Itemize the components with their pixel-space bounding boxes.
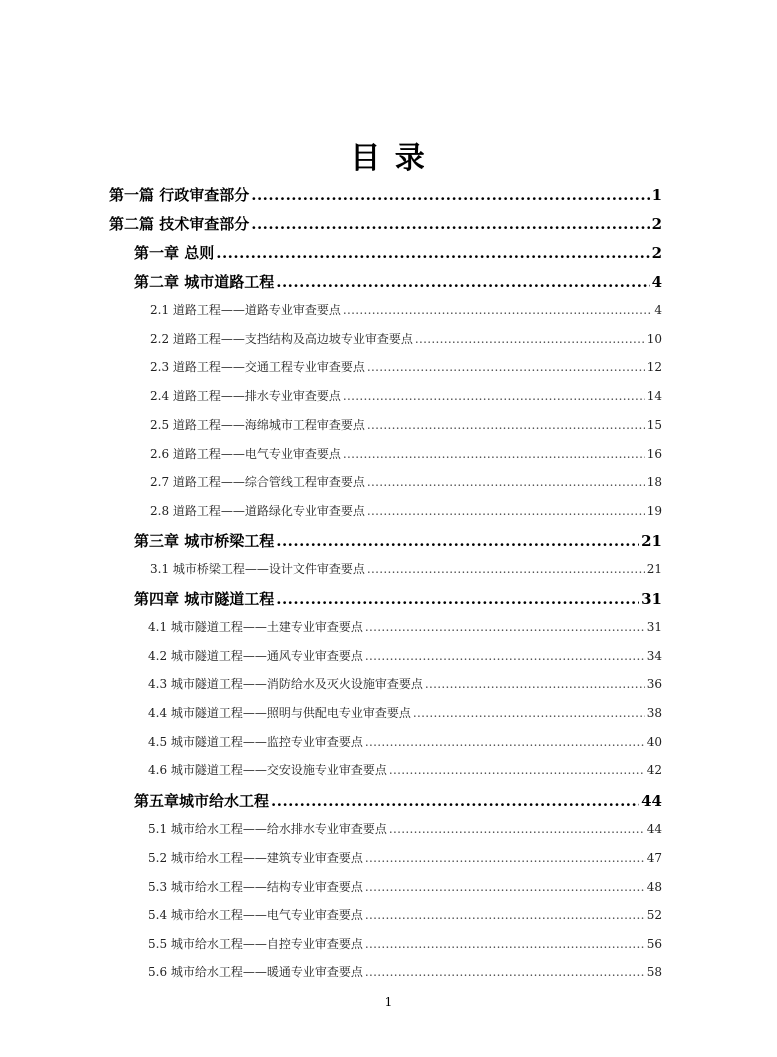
toc-dot-leader <box>365 735 645 749</box>
toc-dot-leader <box>251 186 649 204</box>
toc-page-number: 31 <box>641 590 662 608</box>
toc-dot-leader <box>367 562 645 576</box>
toc-dot-leader <box>365 620 645 634</box>
toc-dot-leader <box>343 389 645 403</box>
toc-entry[interactable] <box>150 445 662 462</box>
toc-entry-label: 2.4 道路工程——排水专业审查要点 <box>150 389 341 403</box>
toc-entry-label: 5.6 城市给水工程——暖通专业审查要点 <box>148 965 363 979</box>
toc-page-number: 52 <box>646 908 662 922</box>
toc-page-number: 56 <box>646 937 662 951</box>
toc-entry-label: 5.3 城市给水工程——结构专业审查要点 <box>148 880 363 894</box>
toc-dot-leader <box>216 244 649 262</box>
toc-dot-leader <box>365 937 645 951</box>
toc-entry[interactable] <box>148 849 662 866</box>
toc-entry[interactable] <box>134 271 662 292</box>
toc-entry-label: 第四章 城市隧道工程 <box>134 590 275 608</box>
toc-dot-leader <box>389 822 645 836</box>
toc-entry[interactable] <box>150 416 662 433</box>
toc-entry[interactable] <box>134 588 662 609</box>
toc-page-number: 34 <box>646 649 662 663</box>
toc-page-number: 18 <box>646 475 662 489</box>
toc-entry[interactable] <box>109 213 662 234</box>
toc-entry-label: 2.5 道路工程——海绵城市工程审查要点 <box>150 418 365 432</box>
toc-page-number: 4 <box>654 303 662 317</box>
toc-page-number: 15 <box>646 418 662 432</box>
toc-page-number: 2 <box>651 244 662 262</box>
toc-entry[interactable] <box>150 330 662 347</box>
toc-dot-leader <box>367 475 645 489</box>
toc-page-number: 31 <box>646 620 662 634</box>
toc-page-number: 38 <box>646 706 662 720</box>
toc-entry-label: 4.3 城市隧道工程——消防给水及灭火设施审查要点 <box>148 677 423 691</box>
toc-entry-label: 2.6 道路工程——电气专业审查要点 <box>150 447 341 461</box>
toc-dot-leader <box>367 504 645 518</box>
toc-entry-label: 第一章 总则 <box>134 244 215 262</box>
toc-dot-leader <box>365 649 645 663</box>
toc-entry[interactable] <box>148 878 662 895</box>
toc-entry-label: 5.4 城市给水工程——电气专业审查要点 <box>148 908 363 922</box>
toc-entry-label: 4.6 城市隧道工程——交安设施专业审查要点 <box>148 763 387 777</box>
toc-entry[interactable] <box>148 704 662 721</box>
toc-entry[interactable] <box>134 242 662 263</box>
toc-dot-leader <box>365 908 645 922</box>
toc-dot-leader <box>425 677 645 691</box>
toc-entry-label: 3.1 城市桥梁工程——设计文件审查要点 <box>150 562 365 576</box>
toc-page-number: 10 <box>646 332 662 346</box>
toc-entry[interactable] <box>150 387 662 404</box>
toc-dot-leader <box>365 965 645 979</box>
toc-entry[interactable] <box>150 301 662 318</box>
toc-entry-label: 4.5 城市隧道工程——监控专业审查要点 <box>148 735 363 749</box>
toc-entry[interactable] <box>150 502 662 519</box>
toc-entry[interactable] <box>109 184 662 205</box>
toc-page-number: 44 <box>641 792 662 810</box>
toc-entry-label: 2.8 道路工程——道路绿化专业审查要点 <box>150 504 365 518</box>
toc-page-number: 47 <box>646 851 662 865</box>
toc-dot-leader <box>413 706 645 720</box>
toc-entry-label: 5.5 城市给水工程——自控专业审查要点 <box>148 937 363 951</box>
toc-page-number: 58 <box>646 965 662 979</box>
toc-page-number: 12 <box>646 360 662 374</box>
toc-page-number: 48 <box>646 880 662 894</box>
toc-page-number: 21 <box>641 532 662 550</box>
toc-page-number: 40 <box>646 735 662 749</box>
toc-entry[interactable] <box>134 790 662 811</box>
toc-entry-label: 2.2 道路工程——支挡结构及高边坡专业审查要点 <box>150 332 413 346</box>
toc-entry-label: 第二章 城市道路工程 <box>134 273 275 291</box>
toc-dot-leader <box>389 763 645 777</box>
toc-entry[interactable] <box>134 530 662 551</box>
toc-dot-leader <box>276 532 639 550</box>
toc-dot-leader <box>276 590 639 608</box>
toc-entry-label: 第三章 城市桥梁工程 <box>134 532 275 550</box>
toc-dot-leader <box>415 332 645 346</box>
toc-entry-label: 第一篇 行政审查部分 <box>109 186 250 204</box>
toc-entry[interactable] <box>148 963 662 980</box>
toc-entry[interactable] <box>148 935 662 952</box>
toc-page-number: 14 <box>646 389 662 403</box>
toc-entry[interactable] <box>148 647 662 664</box>
toc-dot-leader <box>276 273 649 291</box>
toc-dot-leader <box>367 418 645 432</box>
toc-entry[interactable] <box>150 473 662 490</box>
toc-dot-leader <box>367 360 645 374</box>
toc-page-number: 1 <box>651 186 662 204</box>
toc-entry[interactable] <box>148 906 662 923</box>
toc-entry-label: 4.1 城市隧道工程——土建专业审查要点 <box>148 620 363 634</box>
toc-dot-leader <box>251 215 649 233</box>
toc-dot-leader <box>343 303 652 317</box>
toc-entry-label: 5.2 城市给水工程——建筑专业审查要点 <box>148 851 363 865</box>
toc-page-number: 21 <box>646 562 662 576</box>
toc-page-number: 36 <box>646 677 662 691</box>
toc-entry[interactable] <box>148 761 662 778</box>
toc-entry-label: 4.4 城市隧道工程——照明与供配电专业审查要点 <box>148 706 411 720</box>
toc-entry[interactable] <box>148 820 662 837</box>
toc-dot-leader <box>365 880 645 894</box>
toc-dot-leader <box>365 851 645 865</box>
toc-entry-label: 第二篇 技术审查部分 <box>109 215 250 233</box>
toc-dot-leader <box>271 792 639 810</box>
toc-page-number: 2 <box>651 215 662 233</box>
toc-page-number: 4 <box>651 273 662 291</box>
toc-entry[interactable] <box>150 358 662 375</box>
toc-entry-label: 2.3 道路工程——交通工程专业审查要点 <box>150 360 365 374</box>
toc-entry-label: 第五章城市给水工程 <box>134 792 270 810</box>
toc-entry-label: 5.1 城市给水工程——给水排水专业审查要点 <box>148 822 387 836</box>
toc-entry[interactable] <box>150 560 662 577</box>
toc-entry-label: 4.2 城市隧道工程——通风专业审查要点 <box>148 649 363 663</box>
toc-dot-leader <box>343 447 645 461</box>
toc-entry-label: 2.7 道路工程——综合管线工程审查要点 <box>150 475 365 489</box>
toc-page-number: 44 <box>646 822 662 836</box>
toc-page-number: 19 <box>646 504 662 518</box>
toc-entry[interactable] <box>148 618 662 635</box>
toc-page-number: 16 <box>646 447 662 461</box>
toc-entry-label: 2.1 道路工程——道路专业审查要点 <box>150 303 341 317</box>
toc-entry[interactable] <box>148 733 662 750</box>
toc-entry[interactable] <box>148 675 662 692</box>
page-number-footer: 1 <box>384 995 393 1009</box>
toc-page-number: 42 <box>646 763 662 777</box>
page-title: 目 录 <box>350 141 427 176</box>
